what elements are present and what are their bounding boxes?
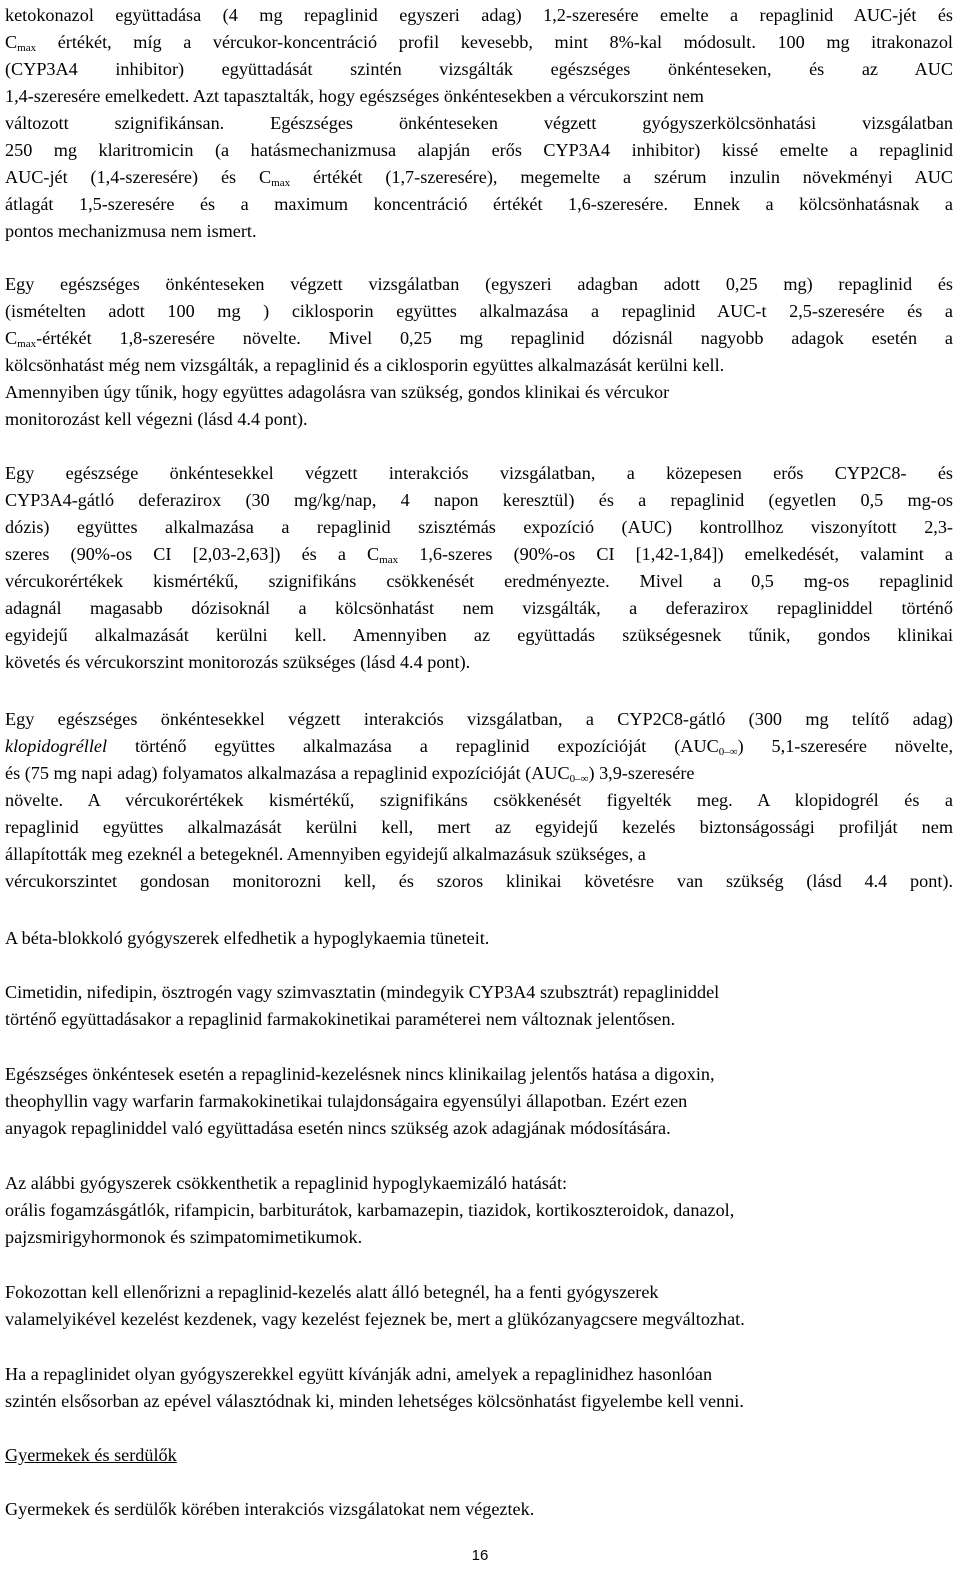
paragraph-deferasirox: Egy egészsége önkéntesekkel végzett interakciós vizsgálatban, a közepesen erős CYP2C8- és CYP3A4-gátló deferazirox (30 mg/kg/nap, 4 napon keresztül) és a repaglinid (egyetlen 0,5 mg-os dózis) együttes alkalmazása a repaglinid szisztémás expozíció (AUC) kontrollhoz viszonyított 2,3- szeres (90%-os CI [2,03-2,63]) és a $C_{max}$ 1,6-szeres (90%-os CI [1,42-1,84]) emelkedését, valamint a vércukorértékek kismértékű, szignifikáns csökkenését eredményezte. Mivel a 0,5 mg-os repaglinid adagnál magasabb dózisoknál a kölcsönhatást nem vizsgálták, a deferazirox repagliniddel történő egyidejű alkalmazását kerülni kell. Amennyiben az együttadás szükségesnek tűnik, gondos klinikai követés és vércukorszint monitorozás szükséges (lásd 4.4 pont). — [5, 463, 953, 672]
paragraph-children: Gyermekek és serdülők körében interakciós vizsgálatokat nem végeztek. — [5, 1499, 535, 1519]
paragraph-digoxin: Egészséges önkéntesek esetén a repaglinid-kezelésnek nincs klinikailag jelentős hatása a digoxin, theophyllin vagy warfarin farmakokinetikai tulajdonságaira egyensúlyi állapotban. Ezért ezen anyagok repagliniddel való együttadása esetén nincs szükség azok adagjának módosítására. — [5, 1064, 715, 1138]
paragraph-clopidogrel: Egy egészséges önkéntesekkel végzett interakciós vizsgálatban, a CYP2C8-gátló (300 mg telítő adag) klopidogréllel történő együttes alkalmazása a repaglinid expozícióját $(AUC_{0-\infty})$ 5,1-szeresére növelte, és (75 mg napi adag) folyamatos alkalmazása a repaglinid expozícióját $(AUC_{0-\infty})$ 3,9-szeresére növelte. A vércukorértékek kismértékű, szignifikáns csökkenését figyelték meg. A klopidogrél és a repaglinid együttes alkalmazását kerülni kell, mert az egyidejű kezelés biztonságossági profilját nem állapították meg ezeknél a betegeknél. Amennyiben egyidejű alkalmazásuk szükséges, a vércukorszintet gondosan monitorozni kell, és szoros klinikai követésre van szükség (lásd 4.4 pont). — [5, 709, 953, 891]
page-number: 16 — [471, 1547, 489, 1564]
paragraph-beta-blockers: A béta-blokkoló gyógyszerek elfedhetik a hypoglykaemia tüneteit. — [5, 928, 490, 948]
section-heading-children: Gyermekek és serdülők — [5, 1445, 177, 1465]
paragraph-bile-excretion: Ha a repaglinidet olyan gyógyszerekkel együtt kívánják adni, amelyek a repaglinidhez hasonlóan szintén elsősorban az epével választódnak ki, minden lehetséges kölcsönhatást figyelembe kell venni. — [5, 1364, 744, 1411]
paragraph-ciclosporin: Egy egészséges önkénteseken végzett vizsgálatban (egyszeri adagban adott 0,25 mg) repaglinid és (ismételten adott 100 mg ) ciklosporin együttes alkalmazása a repaglinid AUC-t 2,5-szeresére és a $C_{max}$-értékét 1,8-szeresére növelte. Mivel 0,25 mg repaglinid dózisnál nagyobb adagok esetén a kölcsönhatást még nem vizsgálták, a repaglinid és a ciklosporin együttes alkalmazását kerülni kell. Amennyiben úgy tűnik, hogy együttes adagolásra van szükség, gondos klinikai és vércukor monitorozást kell végezni (lásd 4.4 pont). — [5, 274, 953, 429]
paragraph-cimetidine: Cimetidin, nifedipin, ösztrogén vagy szimvasztatin (mindegyik CYP3A4 szubsztrát) repagliniddel történő együttadásakor a repaglinid farmakokinetikai paraméterei nem változnak jelentősen. — [5, 982, 720, 1029]
paragraph-monitoring: Fokozottan kell ellenőrizni a repaglinid-kezelés alatt álló betegnél, ha a fenti gyógyszerek valamelyikével kezelést kezdenek, vagy kezelést fejeznek be, mert a glükózanyagcsere megváltozhat. — [5, 1282, 745, 1329]
paragraph-ketoconazole-itraconazole-clarithromycin: ketokonazol együttadása (4 mg repaglinid egyszeri adag) 1,2-szeresére emelte a repaglinid AUC-jét és $C_{max}$ értékét, míg a vércukor-koncentráció profil kevesebb, mint 8%-kal módosult. 100 mg itrakonazol (CYP3A4 inhibitor) együttadását szintén vizsgálták egészséges önkénteseken, és az AUC 1,4-szeresére emelkedett. Azt tapasztalták, hogy egészséges önkéntesekben a vércukorszint nem változott szignifikánsan. Egészséges önkénteseken végzett gyógyszerkölcsönhatási vizsgálatban 250 mg klaritromicin (a hatásmechanizmusa alapján erős CYP3A4 inhibitor) kissé emelte a repaglinid AUC-jét (1,4-szeresére) és $C_{max}$ értékét (1,7-szeresére), megemelte a szérum inzulin növekményi AUC átlagát 1,5-szeresére és a maximum koncentráció értékét 1,6-szeresére. Ennek a kölcsönhatásnak a pontos mechanizmusa nem ismert. — [5, 5, 954, 241]
paragraph-reduced-effect-drugs: Az alábbi gyógyszerek csökkenthetik a repaglinid hypoglykaemizáló hatását: orális fogamzásgátlók, rifampicin, barbiturátok, karbamazepin, tiazidok, kortikoszteroidok, danazol, pajzsmirigyhormonok és szimpatomimetikumok. — [5, 1173, 735, 1247]
